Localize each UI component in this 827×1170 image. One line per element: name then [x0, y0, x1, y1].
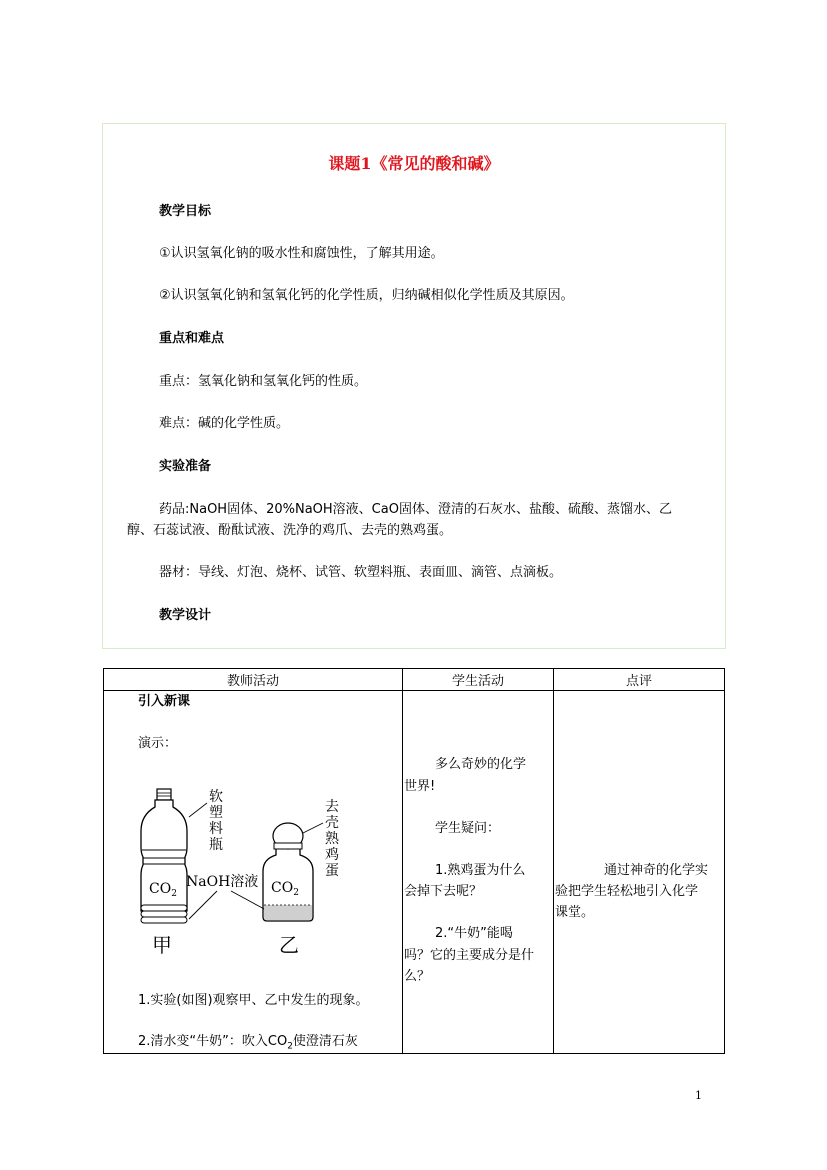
page-title: 课题1《常见的酸和碱》 [328, 154, 500, 173]
student-line-5: 会掉下去呢？ [404, 884, 483, 899]
bottle-cap [157, 789, 171, 800]
student-line-4: 1.熟鸡蛋为什么 [435, 863, 526, 878]
demo-label: 演示： [138, 736, 178, 751]
egg-label-4: 鸡 [325, 847, 339, 863]
step-2: 2.清水变“牛奶”：吹入$CO_2$使澄清石灰 [138, 1034, 358, 1052]
egg-label-1: 去 [325, 799, 339, 815]
co2-left-label: $CO_2$ [149, 881, 177, 899]
student-line-6: 2.“牛奶”能喝 [435, 926, 513, 941]
design-table [103, 668, 725, 1054]
goal-1: ①认识氢氧化钠的吸水性和腐蚀性，了解其用途。 [159, 246, 444, 261]
goal-heading: 教学目标 [159, 204, 212, 219]
goal-2: ②认识氢氧化钠和氢氧化钙的化学性质，归纳碱相似化学性质及其原因。 [159, 288, 574, 303]
naoh-label: NaOH溶液 [186, 874, 259, 890]
student-line-1: 多么奇妙的化学 [435, 757, 527, 772]
drugs-line-1: 药品:NaOH固体、20%NaOH溶液、CaO固体、澄清的石灰水、盐酸、硫酸、蒸馏水、乙 [159, 502, 672, 517]
bottle-label-2: 塑 [209, 805, 223, 821]
comment-cell [554, 691, 725, 1054]
egg-label-3: 熟 [325, 831, 339, 847]
header-box [102, 123, 726, 649]
egg-label-5: 蛋 [325, 863, 339, 879]
comment-line-2: 验把学生轻松地引入化学 [555, 884, 699, 899]
step-1: 1.实验(如图)观察甲、乙中发生的现象。 [138, 993, 369, 1008]
student-line-7: 吗？它的主要成分是什 [404, 948, 535, 963]
comment-line-1: 通过神奇的化学实 [604, 863, 709, 878]
jia-label: 甲 [152, 933, 172, 957]
equipment: 器材：导线、灯泡、烧杯、试管、软塑料瓶、表面皿、滴管、点滴板。 [159, 565, 563, 580]
co2-right-label: $CO_2$ [271, 880, 299, 898]
header-teacher: 教师活动 [104, 669, 403, 691]
bottle-label-1: 软 [209, 789, 223, 805]
drugs-line-2: 醇、石蕊试液、酚酞试液、洗净的鸡爪、去壳的熟鸡蛋。 [127, 523, 453, 538]
header-student: 学生活动 [403, 669, 554, 691]
student-line-2: 世界! [404, 779, 436, 794]
key-point: 重点：氢氧化钠和氢氧化钙的性质。 [159, 374, 368, 389]
difficulty: 难点：碱的化学性质。 [159, 416, 290, 431]
comment-line-3: 课堂。 [555, 905, 595, 920]
key-heading: 重点和难点 [159, 331, 225, 346]
header-comment: 点评 [554, 669, 725, 691]
student-line-3: 学生疑问： [435, 821, 501, 836]
teacher-cell [104, 691, 403, 1054]
bottle-label-3: 料 [209, 821, 223, 837]
intro-label: 引入新课 [138, 694, 191, 709]
design-heading: 教学设计 [159, 608, 212, 623]
page-number: 1 [695, 1089, 702, 1102]
egg-label-2: 壳 [325, 815, 339, 831]
experiment-figure [129, 787, 349, 957]
bottle-label-4: 瓶 [209, 837, 223, 853]
student-cell [403, 691, 554, 1054]
student-line-8: 么？ [404, 969, 431, 984]
prep-heading: 实验准备 [159, 459, 212, 474]
yi-label: 乙 [279, 933, 299, 957]
